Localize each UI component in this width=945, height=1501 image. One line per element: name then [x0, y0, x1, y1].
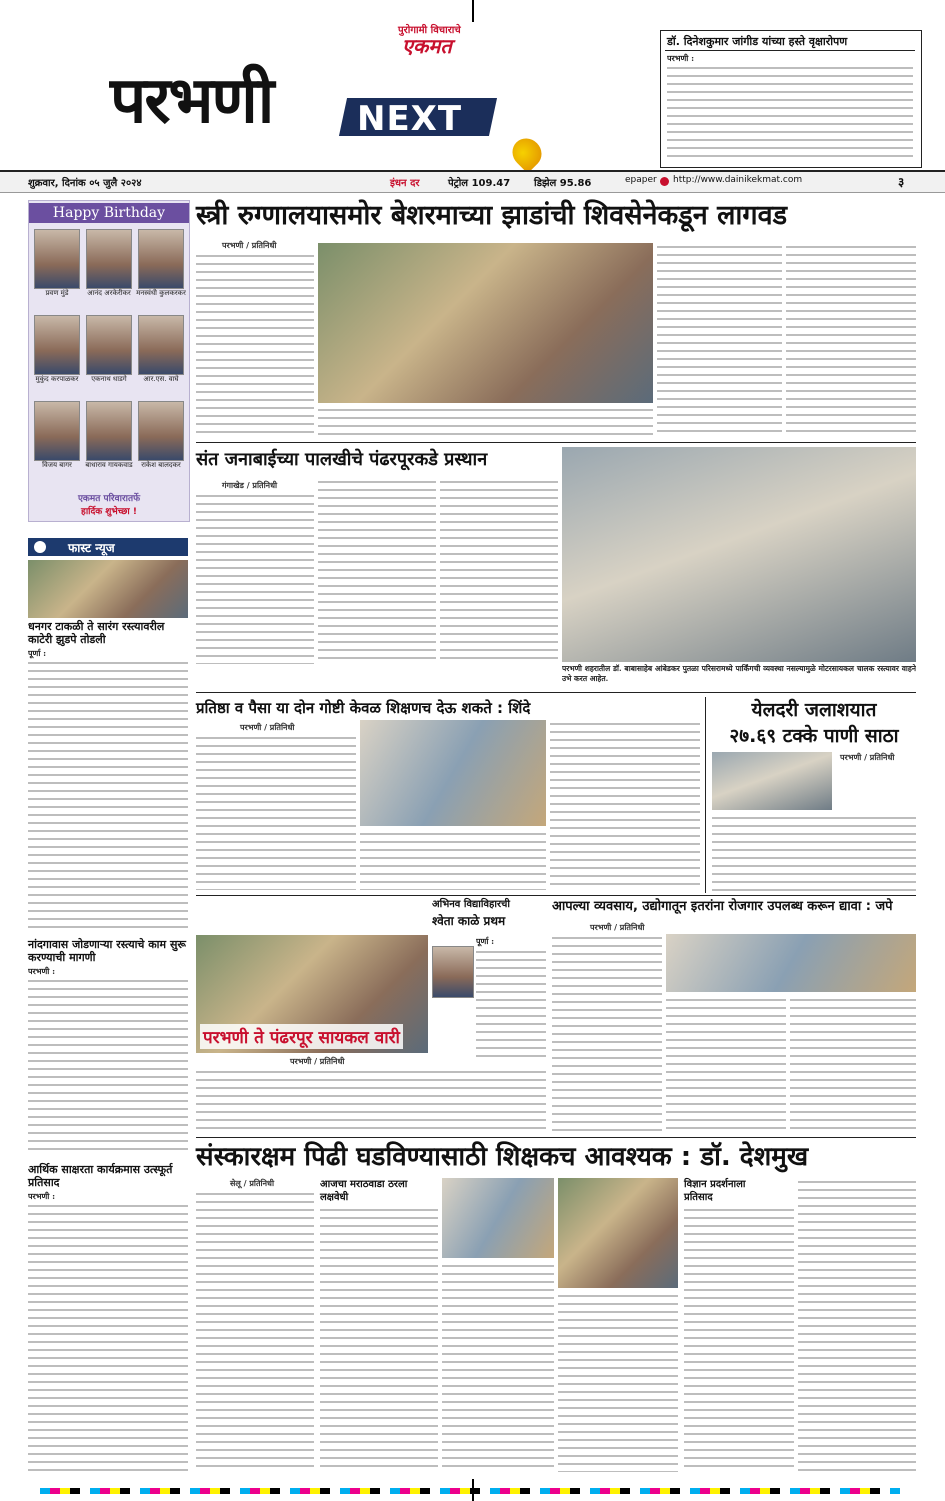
fast-news-2-headline: नांदगावास जोडणाऱ्या रस्त्याचे काम सुरू करण्याची मागणी — [28, 938, 186, 964]
shinde-headline: प्रतिष्ठा व पैसा या दोन गोष्टी केवळ शिक्षणच देऊ शकते : शिंदे — [196, 699, 531, 717]
shinde-body-col3 — [550, 720, 700, 890]
jape-body-col1 — [552, 934, 662, 1134]
cycle-rule — [196, 1137, 916, 1138]
birthday-portrait — [34, 315, 80, 375]
birthday-panel — [28, 200, 190, 522]
deshmukh-body-col3 — [442, 1262, 554, 1472]
shinde-yeldari-divider — [705, 697, 706, 893]
diesel-price: डिझेल 95.86 — [534, 178, 592, 189]
cycle-banner: परभणी ते पंढरपूर सायकल वारी — [200, 1024, 403, 1049]
jape-body-col2 — [666, 996, 786, 1134]
publisher-logo: एकमत — [402, 34, 452, 58]
jape-photo — [666, 934, 916, 992]
parking-photo — [562, 447, 916, 662]
birthday-name: एकनाथ धाडगे — [91, 375, 127, 383]
next-logo-text: NEXT — [357, 99, 463, 139]
science-headline-1: विज्ञान प्रदर्शनाला — [684, 1179, 746, 1190]
birthday-name: मुकुंद करपाळकर — [35, 375, 79, 383]
birthday-title: Happy Birthday — [29, 203, 189, 223]
shweta-dateline: पूर्णा : — [476, 936, 495, 946]
shweta-headline-2: श्वेता काळे प्रथम — [432, 914, 506, 928]
jape-headline: आपल्या व्यवसाय, उद्योगातून इतरांना रोजगार उपलब्ध करून द्यावा : जपे — [552, 899, 893, 914]
fast-news-title: फास्ट न्यूज — [68, 541, 115, 555]
epaper-label: epaper — [625, 175, 657, 185]
shweta-body — [476, 948, 546, 1058]
palkhi-body-col1 — [196, 492, 314, 664]
city-name: परभणी — [110, 64, 273, 138]
main-body-col1 — [196, 252, 314, 438]
birthday-name: बाधाराव गायकवाड — [85, 461, 133, 469]
main-body-under-photo — [318, 406, 653, 438]
birthday-person — [135, 401, 187, 469]
fast-news-1-headline: धनगर टाकळी ते सारंग रस्त्यावरील काटेरी झुडपे तोडली — [28, 620, 165, 646]
birthday-portrait — [34, 229, 80, 289]
birthday-portrait — [34, 401, 80, 461]
shinde-rule — [196, 895, 916, 896]
birthday-person — [83, 315, 135, 383]
deshmukh-body-col1 — [196, 1190, 314, 1472]
fast-news-1-dateline: पूर्णा : — [28, 648, 47, 658]
publisher-tag: पुरोगामी विचाराचे — [398, 25, 461, 36]
jape-byline: परभणी / प्रतिनिधी — [590, 923, 645, 932]
cycle-byline: परभणी / प्रतिनिधी — [290, 1057, 345, 1066]
fuel-label: इंधन दर — [390, 178, 420, 189]
main-byline: परभणी / प्रतिनिधी — [222, 241, 277, 250]
fuel-drop-icon — [506, 132, 547, 173]
main-story-rule — [196, 442, 916, 443]
main-headline: स्त्री रुग्णालयासमोर बेशरमाच्या झाडांची शिवसेनेकडून लागवड — [196, 200, 788, 231]
birthday-wish-2: हार्दिक शुभेच्छा ! — [81, 507, 137, 517]
aajcha-headline-1: आजचा मराठवाडा ठरला — [320, 1179, 408, 1190]
page-number: ३ — [898, 175, 905, 189]
top-news-box — [660, 30, 922, 168]
brand-next — [343, 96, 493, 142]
birthday-person — [83, 229, 135, 297]
main-body-col4 — [786, 243, 916, 438]
issue-date: शुक्रवार, दिनांक ०५ जुलै २०२४ — [28, 178, 142, 189]
yeldari-headline-1: येलदरी जलाशयात — [751, 699, 877, 721]
birthday-portrait — [86, 401, 132, 461]
shweta-photo — [432, 946, 474, 998]
top-news-body — [667, 64, 913, 162]
birthday-person — [31, 401, 83, 469]
science-photo — [558, 1178, 678, 1288]
birthday-portrait — [86, 229, 132, 289]
website-link[interactable]: http://www.dainikekmat.com — [673, 175, 803, 185]
birthday-name: मनस्वंधी कुलकरकर — [136, 289, 186, 297]
yeldari-body — [712, 814, 916, 892]
parking-caption: परभणी शहरातील डॉ. बाबासाहेब आंबेडकर पुतळा परिसरामध्ये पार्किंगची व्यवस्था नसल्यामुळे मोटरसायकल चालक रस्त्यावर वाहने उभे करत आहेत. — [562, 664, 916, 683]
top-news-dateline: परभणी : — [667, 53, 695, 63]
science-headline-2: प्रतिसाद — [684, 1192, 713, 1203]
fast-news-2-dateline: परभणी : — [28, 966, 56, 976]
fast-news-photo — [28, 560, 188, 618]
main-body-col3 — [657, 243, 782, 438]
palkhi-headline: संत जनाबाईच्या पालखीचे पंढरपूरकडे प्रस्थान — [196, 449, 488, 470]
color-registration-bar — [40, 1488, 900, 1494]
birthday-wish-1: एकमत परिवारातर्फे — [77, 494, 141, 504]
birthday-name: आर.एस. वाघे — [143, 375, 179, 383]
shinde-photo — [360, 720, 546, 826]
fast-news-icon — [34, 541, 46, 553]
birthday-person — [83, 401, 135, 469]
fast-news-3-dateline: परभणी : — [28, 1191, 56, 1201]
birthday-name: राकेश बालदकर — [141, 461, 181, 469]
top-news-headline: डॉ. दिनेशकुमार जांगीड यांच्या हस्ते वृक्षारोपण — [667, 35, 848, 48]
fast-news-1-body — [28, 659, 188, 931]
birthday-name: विजय बागर — [42, 461, 72, 469]
deshmukh-photo — [442, 1178, 554, 1258]
top-news-rule — [665, 50, 915, 51]
birthday-name: आनंद अरकेरीकर — [87, 289, 131, 297]
shinde-body-col1 — [196, 734, 356, 890]
birthday-person — [31, 229, 83, 297]
aajcha-body — [320, 1206, 438, 1472]
yeldari-headline-2: २७.६९ टक्के पाणी साठा — [729, 725, 899, 747]
fast-news-3-headline: आर्थिक साक्षरता कार्यक्रमास उत्स्फूर्त प्रतिसाद — [28, 1163, 173, 1189]
deshmukh-byline: सेलू / प्रतिनिधी — [230, 1179, 275, 1188]
palkhi-byline: गंगाखेड / प्रतिनिधी — [222, 481, 278, 490]
epaper-icon — [660, 177, 669, 186]
fast-news-2-body — [28, 977, 188, 1155]
shweta-headline-1: अभिनव विद्याविहारची — [432, 899, 510, 910]
deshmukh-body-col4 — [558, 1292, 678, 1472]
yeldari-byline: परभणी / प्रतिनिधी — [840, 753, 895, 762]
palkhi-body-col2 — [318, 478, 436, 664]
birthday-person — [135, 315, 187, 383]
birthday-portrait — [86, 315, 132, 375]
birthday-portrait — [138, 401, 184, 461]
shinde-body-col2 — [360, 830, 546, 890]
date-bar — [0, 170, 945, 193]
birthday-portrait — [138, 229, 184, 289]
palkhi-body-col3 — [440, 478, 558, 664]
yeldari-photo — [712, 752, 832, 810]
birthday-portrait — [138, 315, 184, 375]
crop-mark-top — [472, 0, 474, 22]
petrol-price: पेट्रोल 109.47 — [448, 178, 511, 189]
jape-body-col3 — [790, 996, 916, 1134]
main-photo — [318, 243, 653, 403]
deshmukh-headline: संस्कारक्षम पिढी घडविण्यासाठी शिक्षकच आवश्यक : डॉ. देशमुख — [196, 1142, 809, 1172]
deshmukh-body-col6 — [798, 1178, 916, 1472]
birthday-person — [31, 315, 83, 383]
palkhi-rule — [196, 692, 916, 693]
birthday-person — [135, 229, 187, 297]
birthday-name: प्रवण मुंडे — [45, 289, 69, 297]
fast-news-header — [28, 538, 188, 556]
science-body — [684, 1206, 794, 1472]
fast-news-3-body — [28, 1202, 188, 1472]
shinde-byline: परभणी / प्रतिनिधी — [240, 723, 295, 732]
aajcha-headline-2: लक्षवेधी — [320, 1192, 349, 1203]
cycle-body — [196, 1068, 546, 1134]
